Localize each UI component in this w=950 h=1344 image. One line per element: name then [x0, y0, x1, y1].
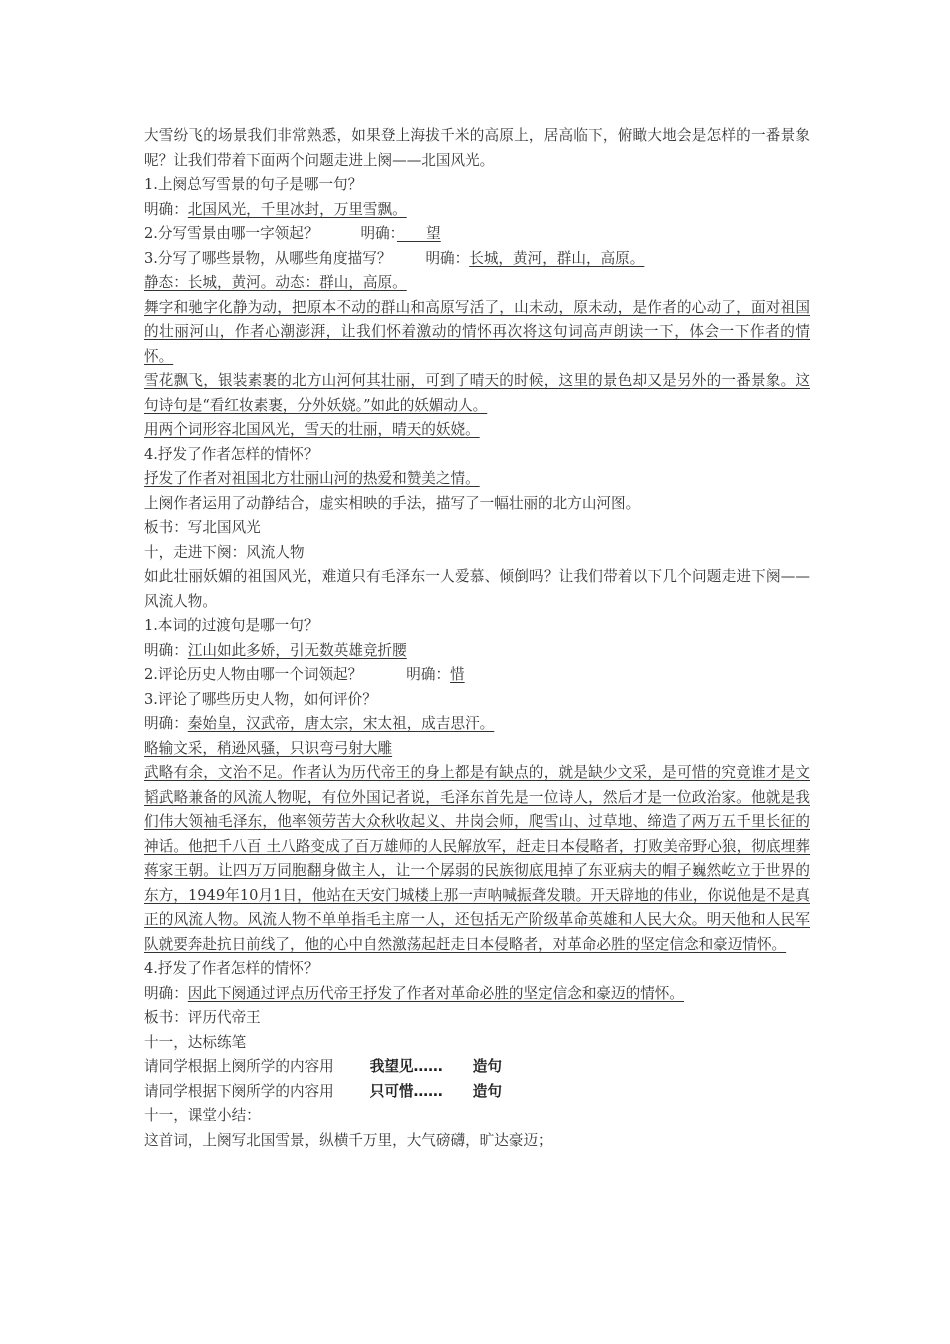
answer-text: 长城，黄河，群山，高原。: [469, 249, 645, 267]
evaluation-line: 略输文采，稍逊风骚，只识弯弓射大雕: [144, 739, 393, 757]
lower-intro-paragraph: 如此壮丽妖媚的祖国风光，难道只有毛泽东一人爱慕、倾倒吗？让我们带着以下几个问题走进下阕——风流人物。: [144, 568, 810, 610]
analysis-paragraph: 武略有余，文治不足。作者认为历代帝王的身上都是有缺点的，就是缺少文采，是可惜的究竟谁才是文韬武略兼备的风流人物呢，有位外国记者说，毛泽东首先是一位诗人，然后才是一位政治家。他就是我们伟大领袖毛泽东，他率领劳苦大众秋收起义、井岗会师，爬雪山、过草地、缔造了两万五千里长征的神话。他把千八百 土八路变成了百万雄师的人民解放军，赶走日本侵略者，打败美帝野心狼，彻底埋葬蒋家王朝。让四万万同胞翻身做主人，让一个孱弱的民族彻底甩掉了东亚病夫的帽子巍然屹立于世界的东方，1949年10月1日，他站在天安门城楼上那一声呐喊振聋发聩。开天辟地的伟业，你说他是不是真正的风流人物。风流人物不单单指毛主席一人，还包括无产阶级革命英雄和人民大众。明天他和人民军队就要奔赴抗日前线了，他的心中自然激荡起赶走日本侵略者，对革命必胜的坚定信念和豪迈情怀。: [144, 764, 810, 953]
exercise-text: 请同学根据下阕所学的内容用: [144, 1082, 334, 1100]
answer-label: 明确：: [425, 249, 470, 267]
two-words-line: 用两个词形容北国风光，雪天的壮丽，晴天的妖娆。: [144, 421, 480, 438]
answer-text: 惜: [450, 666, 465, 683]
exercise-text: 请同学根据上阕所学的内容用: [144, 1058, 334, 1075]
answer-text: 秦始皇，汉武帝，唐太宗，宋太祖，成吉思汗。: [187, 715, 495, 732]
board-note-2: 板书：评历代帝王: [144, 1009, 261, 1026]
lower-answer-3: [144, 712, 810, 737]
snow-paragraph: 雪花飘飞，银装素裹的北方山河何其壮丽，可到了晴天的时候，这里的景色却又是另外的一番景象。这句诗句是“看红妆素裹，分外妖娆。”如此的妖媚动人。: [144, 372, 810, 414]
answer-text: 望: [396, 225, 441, 242]
question-1: 1.上阕总写雪景的句子是哪一句？: [144, 176, 363, 193]
answer-label: 明确：: [360, 225, 397, 242]
conclusion-line: 这首词，上阕写北国雪景，纵横千万里，大气磅礴，旷达豪迈；: [144, 1131, 553, 1149]
answer-label: 明确：: [144, 200, 188, 218]
answer-label: 明确：: [406, 666, 451, 683]
answer-text: 江山如此多娇，引无数英雄竞折腰: [187, 641, 407, 659]
lower-question-1: 1.本词的过渡句是哪一句？: [144, 617, 319, 634]
exercise-2: [144, 1080, 810, 1105]
intro-paragraph: 大雪纷飞的场景我们非常熟悉，如果登上海拔千米的高原上，居高临下，俯瞰大地会是怎样的一番景象呢？让我们带着下面两个问题走进上阕——北国风光。: [144, 127, 810, 169]
exercise-1: [144, 1055, 810, 1080]
document-page: [144, 124, 810, 1153]
static-dynamic-line: 静态：长城，黄河。动态：群山，高原。: [144, 274, 407, 291]
answer-text: 因此下阕通过评点历代帝王抒发了作者对革命必胜的坚定信念和豪迈的情怀。: [187, 984, 684, 1002]
answer-1: [144, 198, 810, 223]
answer-label: 明确：: [144, 641, 188, 659]
question-4-upper: 4.抒发了作者怎样的情怀？: [144, 445, 319, 463]
summary-heading: 十一，课堂小结：: [144, 1107, 261, 1124]
question-text: 2.分写雪景由哪一字领起？: [144, 225, 319, 242]
section-10-heading: 十，走进下阕：风流人物: [144, 543, 305, 561]
question-text: 3.分写了哪些景物，从哪些角度描写？: [144, 249, 392, 267]
lower-question-3: 3.评论了哪些历史人物，如何评价？: [144, 690, 377, 708]
board-note-1: 板书：写北国风光: [144, 519, 261, 536]
exercise-action: 造句: [472, 1058, 502, 1075]
lower-answer-1: [144, 639, 810, 664]
lower-question-4: 4.抒发了作者怎样的情怀？: [144, 960, 319, 977]
lower-answer-4: [144, 982, 810, 1007]
question-text: 2.评论历史人物由哪一个词领起？: [144, 666, 363, 683]
answer-label: 明确：: [144, 715, 188, 732]
section-11-heading: 十一，达标练笔: [144, 1033, 247, 1051]
upper-summary: 上阕作者运用了动静结合，虚实相映的手法，描写了一幅壮丽的北方山河图。: [144, 494, 641, 512]
answer-4-upper: 抒发了作者对祖国北方壮丽山河的热爱和赞美之情。: [144, 470, 480, 487]
question-3: [144, 247, 810, 272]
exercise-prompt: 我望见……: [369, 1058, 443, 1075]
lower-question-2: [144, 663, 810, 688]
answer-text: 北国风光，千里冰封，万里雪飘。: [187, 200, 407, 218]
exercise-prompt: 只可惜……: [369, 1082, 443, 1100]
answer-label: 明确：: [144, 984, 188, 1002]
exercise-action: 造句: [472, 1082, 502, 1100]
question-2: [144, 222, 810, 247]
dance-paragraph: 舞字和驰字化静为动，把原本不动的群山和高原写活了，山未动，原未动，是作者的心动了，面对祖国的壮丽河山，作者心潮澎湃，让我们怀着激动的情怀再次将这句词高声朗读一下，体会一下作者的情怀。: [144, 298, 810, 365]
